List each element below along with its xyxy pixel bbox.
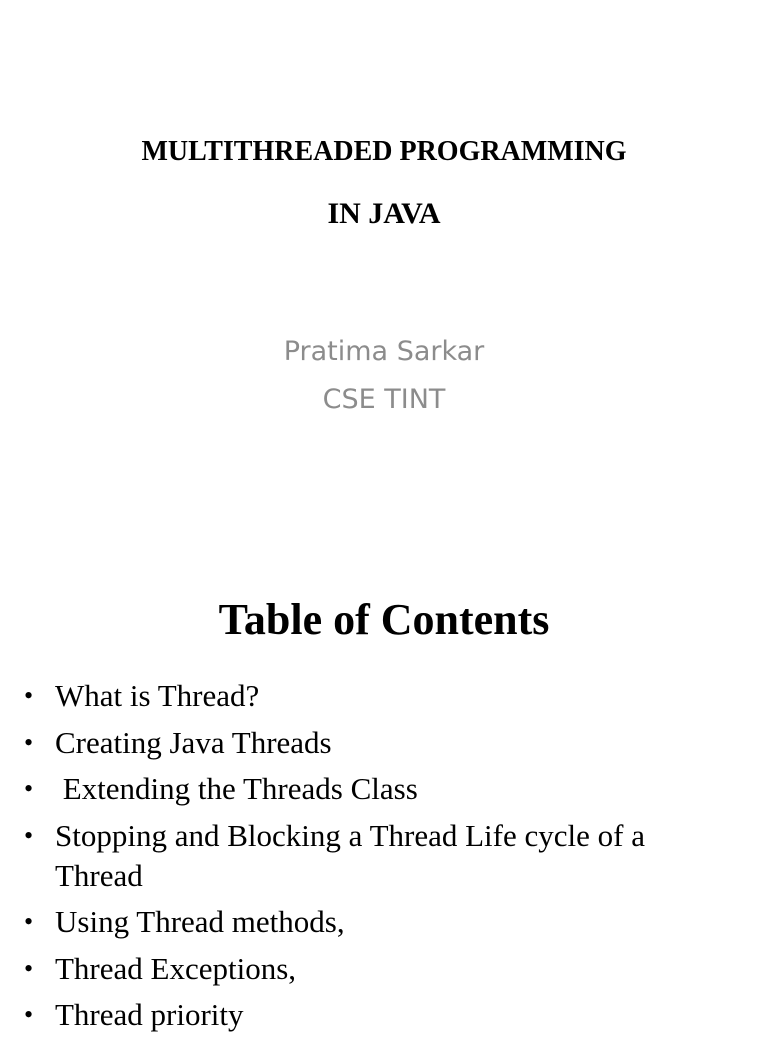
toc-item bbox=[0, 769, 768, 809]
toc-item-label: Using Thread methods, bbox=[55, 904, 345, 939]
toc-item-label: Thread priority bbox=[55, 997, 244, 1032]
bullet-icon: • bbox=[24, 907, 34, 936]
author-name: Pratima Sarkar bbox=[283, 336, 485, 367]
toc-item-label: Stopping and Blocking a Thread Life cycle of a Thread bbox=[55, 817, 653, 893]
bullet-icon: • bbox=[24, 1000, 34, 1029]
toc-item bbox=[0, 816, 768, 896]
toc-item bbox=[0, 949, 768, 989]
toc-item-label: Thread Exceptions, bbox=[55, 950, 297, 986]
bullet-icon: • bbox=[24, 727, 34, 757]
toc-item-label: What is Thread? bbox=[55, 678, 260, 713]
toc-item bbox=[0, 902, 768, 942]
toc-heading: Table of Contents bbox=[218, 595, 550, 644]
toc-item-label: Creating Java Threads bbox=[55, 724, 332, 760]
toc-list bbox=[0, 676, 768, 1042]
toc-item-label: Extending the Threads Class bbox=[55, 771, 418, 806]
bullet-icon: • bbox=[24, 774, 34, 803]
bullet-icon: • bbox=[24, 953, 34, 983]
bullet-icon: • bbox=[24, 681, 34, 710]
author-affiliation: CSE TINT bbox=[322, 384, 446, 415]
slide-title-line-1: MULTITHREADED PROGRAMMING bbox=[141, 136, 627, 167]
toc-item bbox=[0, 723, 768, 763]
bullet-icon: • bbox=[24, 820, 34, 850]
slide-title-line-2: IN JAVA bbox=[327, 197, 441, 230]
toc-item bbox=[0, 676, 768, 716]
toc-item bbox=[0, 995, 768, 1035]
